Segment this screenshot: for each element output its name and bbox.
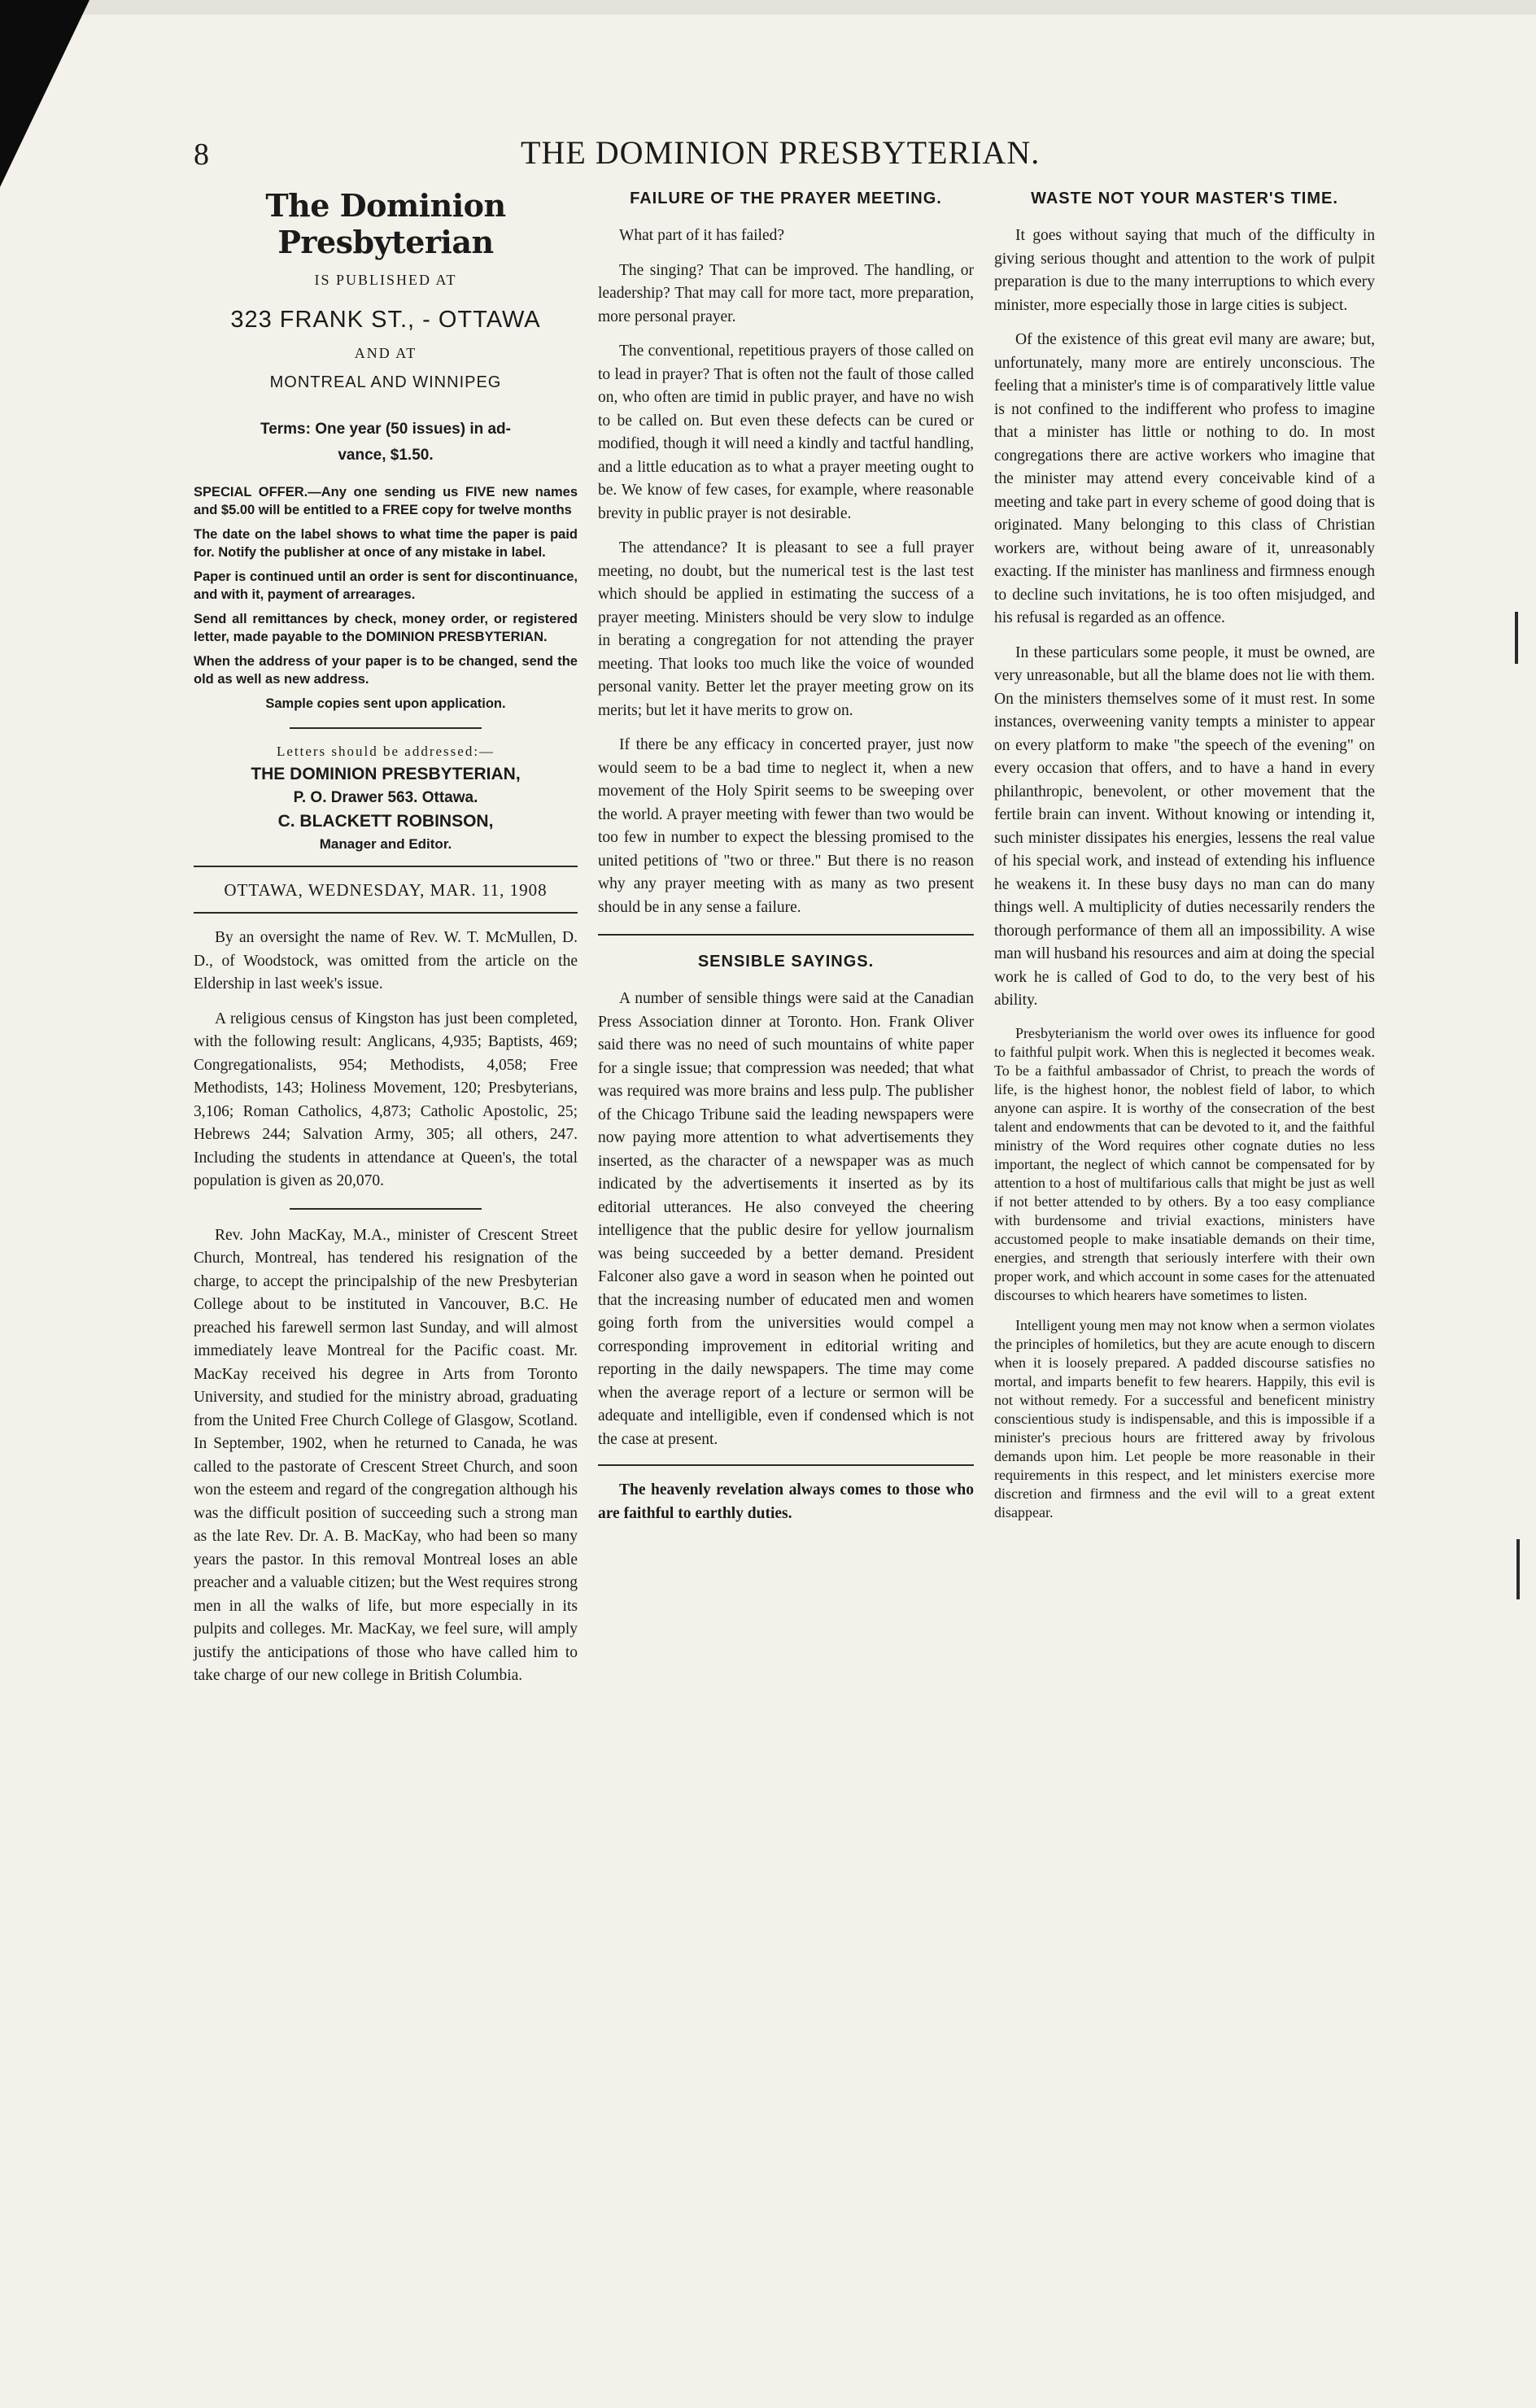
article-paragraph: What part of it has failed? [619,227,785,244]
article-paragraph: A number of sensible things were said at the Canadian Press Association dinner at Toronto. Hon. Frank Oliver said there was no need of such mountains of white paper for a single issue; that compression was needed; that what was required was more brains and less pulp. The publisher of the Chicago Tribune said the leading newspapers were now paying more attention to what advertisements they inserted, as the character of a newspaper was as much indicated by the advertisements it inserted as by its editorial utterances. He also conveyed the cheering intelligence that the public desire for yellow journalism was being succeeded by a better demand. President Falconer also gave a word in season when he pointed out that the increasing number of educated men and women going forth from the universities would compel a corresponding improvement in editorial writing and reporting in the daily newspapers. The time may come when the average report of a lecture or sermon will be adequate and intelligible, even if condensed which is not the case at present. [598,990,974,1448]
article-paragraph: Intelligent young men may not know when a sermon violates the principles of homiletics, but they are acute enough to discern when it is loosely prepared. A padded discourse satisfies no mortal, and imparts benefit to few hearers. Happily, this evil is not without remedy. For a successful and beneficent ministry conscientious study is indispensable, and this is impossible if a minister's precious hours are frittered away by frivolous demands upon him. Let people be more reasonable in their requirements in this respect, and let ministers exercise more discretion and firmness and the evil will to a great extent disappear. [994,1316,1375,1520]
article-paragraph: A religious census of Kingston has just been completed, with the following result: Anglicans, 4,935; Baptists, 469; Congregationalists, 954; Methodists, 4,058; Free Methodists, 143; Holiness Movement, 120; Presbyterians, 3,106; Roman Catholics, 4,873; Catholic Apostolic, 25; Hebrews 244; Salvation Army, 305; all others, 247. Including the students in attendance at Queen's, the total population is given as 20,070. [194,1010,578,1189]
notice: When the address of your paper is to be changed, send the old as well as new address. [194,654,578,687]
article-paragraph: Of the existence of this great evil many are aware; but, unfortunately, many more are entirely unconscious. The feeling that a minister's time is of comparatively little value is not confined to the indifferent who profess to imagine that a minister has little or nothing to do. In most congregations there are active workers who imagine that the minister may attend every conceivable kind of a meeting and take part in every scheme of good doing that is originated. Many belonging to this class of Christian workers are, without being aware of it, unreasonably exacting. If the minister has manliness and firmness enough to decline such invitations, he is too often misjudged, and his refusal is regarded as an offence. [994,331,1375,626]
divider [194,866,578,867]
running-head: THE DOMINION PRESBYTERIAN. [521,134,1041,171]
article-heading: WASTE NOT YOUR MASTER'S TIME. [1031,190,1338,207]
torn-corner [0,0,89,187]
column-masthead [194,187,578,1699]
scan-top-edge [0,0,1536,15]
editor-role: Manager and Editor. [319,836,452,852]
masthead-cities: MONTREAL AND WINNIPEG [269,373,502,391]
notice: Paper is continued until an order is sent for discontinuance, and with it, payment of arrearages. [194,569,578,602]
column-masters-time [994,187,1375,1533]
terms: Terms: One year (50 issues) in ad- vance, $1.50. [260,421,511,464]
letters-name: THE DOMINION PRESBYTERIAN, [251,765,521,783]
editor-name: C. BLACKETT ROBINSON, [277,812,494,831]
scan-edge-mark [1515,612,1518,664]
divider [194,912,578,914]
dateline: OTTAWA, WEDNESDAY, MAR. 11, 1908 [224,880,548,900]
article-paragraph: The attendance? It is pleasant to see a full prayer meeting, no doubt, but the numerical test is the last test which should be applied in estimating the success of a prayer meeting. Ministers should be very slow to indulge in berating a congregation for not attending the prayer meeting. That looks too much like the voice of wounded personal vanity. Better let the prayer meeting grow on its merits; but let it have merits to grow on. [598,539,974,719]
article-paragraph: In these particulars some people, it must be owned, are very unreasonable, but all the blame does not lie with them. On the ministers themselves some of it must rest. In some instances, overweening vanity tempts a minister to appear on every platform to make "the speech of the evening" on every occasion that offers, and to have a hand in every philanthropic, benevolent, or other movement that the fertile brain can invent. Without knowing or intending it, such minister dissipates his energies, lessens the real value of his special work, and instead of extending his influence he weakens it. In these busy days no man can do many things well. A multiplicity of duties necessarily renders the thorough performance of them all an impossibility. A wise man will husband his resources and aim at doing the special work he is called of God to do, to the very best of his ability. [994,643,1375,1009]
page-number: 8 [194,137,209,172]
letters-intro: Letters should be addressed:— [276,744,495,759]
notice: The date on the label shows to what time the paper is paid for. Notify the publisher at once of any mistake in label. [194,527,578,560]
masthead-title: The Dominion Presbyterian [265,187,506,260]
divider [290,727,482,729]
notice: Send all remittances by check, money order, or registered letter, made payable to the DOMINION PRESBYTERIAN. [194,612,578,644]
and-at: AND AT [354,345,417,361]
article-paragraph: Presbyterianism the world over owes its influence for good to faithful pulpit work. When this is neglected it becomes weak. To be a faithful ambassador of Christ, to preach the words of life, is the highest honor, the noblest field of labor, to which anyone can aspire. It is worthy of the consecration of the best talent and endowments that can be devoted to it, and the faithful ministry of the Word requires other cognate duties no less important, the neglect of which cannot be compensated for by attention to a host of multifarious calls that might be just as well if not better attended to by others. By a too easy compliance with burdensome and trivial exactions, ministers have accustomed people to make insatiable demands on their time, energies, and strength that seriously interfere with their own proper work, and which account in some cases for the attenuated discourses to which hearers have sometimes to listen. [994,1024,1375,1303]
article-paragraph: It goes without saying that much of the difficulty in giving serious thought and attention to the work of pulpit preparation is due to the many interruptions to which every minister, more especially those in large cities is subject. [994,227,1375,314]
scan-edge-mark [1516,1539,1520,1599]
letters-drawer: P. O. Drawer 563. Ottawa. [293,789,478,806]
notice: Sample copies sent upon application. [265,696,506,711]
published-at: IS PUBLISHED AT [314,272,457,288]
article-paragraph: The singing? That can be improved. The handling, or leadership? That may call for more tact, more preparation, more personal prayer. [598,261,974,325]
article-paragraph: The heavenly revelation always comes to those who are faithful to earthly duties. [598,1481,974,1522]
article-heading: SENSIBLE SAYINGS. [598,934,974,973]
divider [290,1208,482,1210]
article-paragraph: By an oversight the name of Rev. W. T. McMullen, D. D., of Woodstock, was omitted from the article on the Eldership in last week's issue. [194,929,578,992]
masthead-address: 323 FRANK ST., - OTTAWA [230,307,541,333]
column-prayer-meeting [598,187,974,1537]
article-paragraph: If there be any efficacy in concerted prayer, just now would seem to be a bad time to neglect it, when a new movement of the Holy Spirit seems to be sweeping over the world. A prayer meeting with fewer than two would be too few in number to expect the blessing promised to the united petitions of "two or three." But there is no reason why any prayer meeting with as many as two present should be in any sense a failure. [598,736,974,916]
article-paragraph: The conventional, repetitious prayers of those called on to lead in prayer? That is often not the fault of those called on, who often are timid in public prayer, and have no wish to be called on. But even these defects can be cured or modified, though it will need a kindly and tactful handling, and a little education as to what a prayer meeting ought to be. We know of few cases, for example, where reasonable brevity in public prayer is not desirable. [598,342,974,522]
divider [598,1464,974,1466]
notice: SPECIAL OFFER.—Any one sending us FIVE new names and $5.00 will be entitled to a FREE copy for twelve months [194,485,578,517]
article-heading: FAILURE OF THE PRAYER MEETING. [630,190,942,207]
article-paragraph: Rev. John MacKay, M.A., minister of Crescent Street Church, Montreal, has tendered his resignation of the charge, to accept the principalship of the new Presbyterian College about to be instituted in Vancouver, B.C. He preached his farewell sermon last Sunday, and will almost immediately leave Montreal for the Pacific coast. Mr. MacKay received his degree in Arts from Toronto University, and studied for the ministry abroad, graduating from the United Free Church College of Glasgow, Scotland. In September, 1902, when he returned to Canada, he was called to the pastorate of Crescent Street Church, and soon won the esteem and regard of the congregation although his was the difficult position of succeeding such a strong man as the late Rev. Dr. A. B. MacKay, who had been so many years the pastor. In this removal Montreal loses an able preacher and a valuable citizen; but the West requires strong men in all the walks of life, but more especially in its pulpits and colleges. Mr. MacKay, we feel sure, will amply justify the anticipations of those who have called him to take charge of our new college in British Columbia. [194,1226,578,1684]
